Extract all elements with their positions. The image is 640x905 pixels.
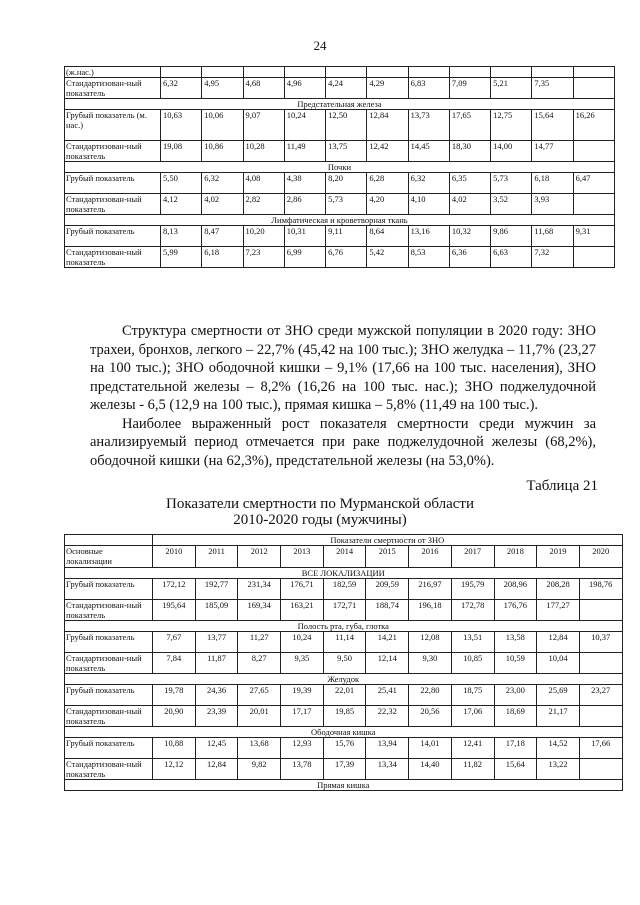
header-row-years [65, 546, 623, 568]
cell-value: 9,07 [243, 110, 284, 141]
section-title: Лимфатическая и кроветворная ткань [65, 215, 615, 226]
cell-value: 7,84 [153, 653, 196, 674]
cell-value: 23,27 [579, 685, 622, 706]
cell-value: 12,84 [367, 110, 408, 141]
section-title: Ободочная кишка [65, 727, 623, 738]
cell-value: 11,49 [284, 141, 325, 162]
cell-value: 13,94 [366, 738, 409, 759]
cell-value: 6,28 [367, 173, 408, 194]
cell-value: 6,47 [573, 173, 614, 194]
cell-value: 196,18 [409, 600, 452, 621]
column-header-year: 2020 [579, 546, 622, 568]
cell-value: 9,82 [238, 759, 281, 780]
cell-value: 7,67 [153, 632, 196, 653]
column-header-year: 2010 [153, 546, 196, 568]
cell-value: 4,68 [243, 78, 284, 99]
section-row [65, 621, 623, 632]
column-header-year: 2016 [409, 546, 452, 568]
cell-value [579, 600, 622, 621]
cell-value: 12,14 [366, 653, 409, 674]
cell-value: 22,32 [366, 706, 409, 727]
cell-value: 13,58 [494, 632, 537, 653]
row-label: (ж.нас.) [65, 67, 161, 78]
section-title: Предстательная железа [65, 99, 615, 110]
row-label: Грубый показатель [65, 173, 161, 194]
cell-value: 4,10 [408, 194, 449, 215]
column-header-year: 2015 [366, 546, 409, 568]
table-label: Таблица 21 [526, 478, 598, 494]
cell-value: 9,11 [326, 226, 367, 247]
cell-value [449, 67, 490, 78]
table-row [65, 632, 623, 653]
mortality-table-21 [64, 534, 623, 791]
cell-value: 25,41 [366, 685, 409, 706]
cell-value: 7,35 [532, 78, 573, 99]
table-row [65, 110, 615, 141]
cell-value: 21,17 [537, 706, 580, 727]
cell-value [284, 67, 325, 78]
body-text [90, 322, 596, 470]
table-row [65, 67, 615, 78]
cell-value: 10,20 [243, 226, 284, 247]
cell-value: 10,88 [153, 738, 196, 759]
table-row [65, 579, 623, 600]
cell-value: 3,52 [491, 194, 532, 215]
cell-value: 5,50 [161, 173, 202, 194]
table-row [65, 706, 623, 727]
cell-value: 22,80 [409, 685, 452, 706]
cell-value: 6,32 [202, 173, 243, 194]
cell-value: 17,18 [494, 738, 537, 759]
cell-value: 10,32 [449, 226, 490, 247]
section-title: Прямая кишка [65, 780, 623, 791]
table-row [65, 759, 623, 780]
section-row [65, 99, 615, 110]
column-header-year: 2013 [281, 546, 324, 568]
cell-value: 6,32 [408, 173, 449, 194]
table-row [65, 685, 623, 706]
cell-value: 216,97 [409, 579, 452, 600]
cell-value: 4,02 [202, 194, 243, 215]
cell-value: 13,75 [326, 141, 367, 162]
cell-value [573, 194, 614, 215]
cell-value: 169,34 [238, 600, 281, 621]
section-title: Желудок [65, 674, 623, 685]
section-row [65, 674, 623, 685]
cell-value: 13,51 [451, 632, 494, 653]
cell-value: 6,83 [408, 78, 449, 99]
cell-value: 8,20 [326, 173, 367, 194]
row-label: Стандартизован-ный показатель [65, 247, 161, 268]
cell-value: 10,63 [161, 110, 202, 141]
cell-value: 208,96 [494, 579, 537, 600]
cell-value: 6,18 [202, 247, 243, 268]
column-header-localization: Основные локализации [65, 546, 153, 568]
cell-value: 11,68 [532, 226, 573, 247]
cell-value: 9,30 [409, 653, 452, 674]
cell-value: 5,99 [161, 247, 202, 268]
cell-value: 6,76 [326, 247, 367, 268]
cell-value: 14,52 [537, 738, 580, 759]
table-row [65, 226, 615, 247]
header-group: Показатели смертности от ЗНО [153, 535, 623, 546]
cell-value: 8,64 [367, 226, 408, 247]
cell-value: 12,84 [537, 632, 580, 653]
cell-value: 15,76 [323, 738, 366, 759]
cell-value [579, 759, 622, 780]
cell-value [573, 141, 614, 162]
section-row [65, 727, 623, 738]
cell-value: 23,00 [494, 685, 537, 706]
cell-value: 15,64 [494, 759, 537, 780]
cell-value: 14,21 [366, 632, 409, 653]
cell-value: 172,71 [323, 600, 366, 621]
cell-value: 8,27 [238, 653, 281, 674]
cell-value: 195,79 [451, 579, 494, 600]
section-row [65, 215, 615, 226]
column-header-year: 2019 [537, 546, 580, 568]
cell-value: 4,95 [202, 78, 243, 99]
cell-value: 13,73 [408, 110, 449, 141]
cell-value: 177,27 [537, 600, 580, 621]
row-label: Стандартизован-ный показатель [65, 141, 161, 162]
cell-value: 20,90 [153, 706, 196, 727]
cell-value: 4,02 [449, 194, 490, 215]
cell-value: 12,50 [326, 110, 367, 141]
table-row [65, 738, 623, 759]
cell-value: 17,17 [281, 706, 324, 727]
cell-value: 4,24 [326, 78, 367, 99]
column-header-year: 2014 [323, 546, 366, 568]
cell-value: 22,01 [323, 685, 366, 706]
paragraph-structure: Структура смертности от ЗНО среди мужской популяции в 2020 году: ЗНО трахеи, бронхов, легкого – 22,7% (45,42 на 100 тыс.); ЗНО желудка – 11,7% (23,27 на 100 тыс.); ЗНО ободочной кишки – 9,1% (17,66 на 100 тыс. населения), ЗНО предстательной железы – 8,2% (16,26 на 100 тыс. нас.); ЗНО поджелудочной железы - 6,5 (12,9 на 100 тыс.), прямая кишка – 5,8% (11,49 на 100 тыс.). [90, 323, 596, 413]
cell-value: 7,09 [449, 78, 490, 99]
cell-value: 19,78 [153, 685, 196, 706]
cell-value: 7,32 [532, 247, 573, 268]
header-empty [65, 535, 153, 546]
cell-value: 172,78 [451, 600, 494, 621]
cell-value: 198,76 [579, 579, 622, 600]
cell-value [532, 67, 573, 78]
cell-value [202, 67, 243, 78]
cell-value: 11,14 [323, 632, 366, 653]
cell-value: 13,77 [195, 632, 238, 653]
cell-value: 3,93 [532, 194, 573, 215]
row-label: Грубый показатель [65, 632, 153, 653]
cell-value: 19,85 [323, 706, 366, 727]
cell-value: 6,32 [161, 78, 202, 99]
section-title: Почки [65, 162, 615, 173]
cell-value: 10,28 [243, 141, 284, 162]
cell-value: 2,86 [284, 194, 325, 215]
section-title: Полость рта, губа, глотка [65, 621, 623, 632]
cell-value: 11,27 [238, 632, 281, 653]
cell-value: 4,08 [243, 173, 284, 194]
cell-value: 4,20 [367, 194, 408, 215]
cell-value: 10,06 [202, 110, 243, 141]
cell-value: 163,21 [281, 600, 324, 621]
cell-value: 8,13 [161, 226, 202, 247]
column-header-year: 2011 [195, 546, 238, 568]
row-label: Стандартизован-ный показатель [65, 194, 161, 215]
cell-value: 20,56 [409, 706, 452, 727]
row-label: Грубый показатель [65, 738, 153, 759]
cell-value: 27,65 [238, 685, 281, 706]
cell-value: 14,45 [408, 141, 449, 162]
cell-value [367, 67, 408, 78]
cell-value: 5,73 [326, 194, 367, 215]
section-title: ВСЕ ЛОКАЛИЗАЦИИ [65, 568, 623, 579]
row-label: Грубый показатель [65, 685, 153, 706]
table-row [65, 653, 623, 674]
cell-value: 13,16 [408, 226, 449, 247]
cell-value: 14,01 [409, 738, 452, 759]
cell-value: 182,59 [323, 579, 366, 600]
cell-value: 15,64 [532, 110, 573, 141]
cell-value: 17,06 [451, 706, 494, 727]
column-header-year: 2012 [238, 546, 281, 568]
table-row [65, 600, 623, 621]
cell-value: 10,37 [579, 632, 622, 653]
cell-value: 5,42 [367, 247, 408, 268]
table-row [65, 141, 615, 162]
column-header-year: 2018 [494, 546, 537, 568]
cell-value: 7,23 [243, 247, 284, 268]
cell-value: 4,38 [284, 173, 325, 194]
cell-value: 9,35 [281, 653, 324, 674]
cell-value [491, 67, 532, 78]
row-label: Грубый показатель [65, 579, 153, 600]
cell-value: 12,42 [367, 141, 408, 162]
header-row-group [65, 535, 623, 546]
cell-value: 2,82 [243, 194, 284, 215]
cell-value: 12,12 [153, 759, 196, 780]
table-row [65, 247, 615, 268]
cell-value: 11,82 [451, 759, 494, 780]
cell-value: 13,34 [366, 759, 409, 780]
section-row [65, 780, 623, 791]
row-label: Стандартизован-ный показатель [65, 600, 153, 621]
cell-value: 17,65 [449, 110, 490, 141]
cell-value: 5,73 [491, 173, 532, 194]
cell-value: 14,77 [532, 141, 573, 162]
row-label: Стандартизован-ный показатель [65, 653, 153, 674]
cell-value: 12,41 [451, 738, 494, 759]
cell-value: 17,66 [579, 738, 622, 759]
cell-value: 25,69 [537, 685, 580, 706]
cell-value [326, 67, 367, 78]
cell-value: 12,75 [491, 110, 532, 141]
cell-value: 8,47 [202, 226, 243, 247]
cell-value [573, 67, 614, 78]
table-title [0, 496, 640, 528]
row-label: Стандартизован-ный показатель [65, 759, 153, 780]
cell-value [408, 67, 449, 78]
cell-value: 24,36 [195, 685, 238, 706]
cell-value: 6,18 [532, 173, 573, 194]
cell-value: 10,31 [284, 226, 325, 247]
row-label: Грубый показатель [65, 226, 161, 247]
cell-value: 19,39 [281, 685, 324, 706]
cell-value: 10,86 [202, 141, 243, 162]
cell-value: 6,99 [284, 247, 325, 268]
cell-value: 4,12 [161, 194, 202, 215]
cell-value: 6,35 [449, 173, 490, 194]
cell-value: 10,04 [537, 653, 580, 674]
cell-value: 14,40 [409, 759, 452, 780]
page-number: 24 [313, 38, 327, 53]
section-row [65, 568, 623, 579]
cell-value: 23,39 [195, 706, 238, 727]
table-row [65, 78, 615, 99]
cell-value: 16,26 [573, 110, 614, 141]
cell-value: 13,68 [238, 738, 281, 759]
section-row [65, 162, 615, 173]
cell-value: 8,53 [408, 247, 449, 268]
cell-value [573, 78, 614, 99]
cell-value: 12,08 [409, 632, 452, 653]
table-row [65, 173, 615, 194]
cell-value: 18,69 [494, 706, 537, 727]
paragraph-growth: Наиболее выраженный рост показателя смертности среди мужчин за анализируемый период отмечается при раке поджелудочной железы (68,2%), ободочной кишки (на 62,3%), предстательной железы (на 53,0%). [90, 415, 596, 469]
cell-value: 4,96 [284, 78, 325, 99]
cell-value: 231,34 [238, 579, 281, 600]
cell-value: 4,29 [367, 78, 408, 99]
row-label: Стандартизован-ный показатель [65, 706, 153, 727]
cell-value: 176,76 [494, 600, 537, 621]
cell-value: 9,50 [323, 653, 366, 674]
cell-value: 12,84 [195, 759, 238, 780]
row-label: Грубый показатель (м. нас.) [65, 110, 161, 141]
cell-value: 10,85 [451, 653, 494, 674]
cell-value: 5,21 [491, 78, 532, 99]
cell-value: 20,01 [238, 706, 281, 727]
cell-value: 17,39 [323, 759, 366, 780]
cell-value: 11,87 [195, 653, 238, 674]
cell-value: 18,30 [449, 141, 490, 162]
cell-value: 10,24 [284, 110, 325, 141]
table-title-line2: 2010-2020 годы (мужчины) [233, 512, 407, 528]
column-header-year: 2017 [451, 546, 494, 568]
cell-value [573, 247, 614, 268]
cell-value [243, 67, 284, 78]
cell-value: 195,64 [153, 600, 196, 621]
cell-value: 6,63 [491, 247, 532, 268]
cell-value: 9,86 [491, 226, 532, 247]
cell-value: 12,93 [281, 738, 324, 759]
mortality-table-continued [64, 66, 615, 268]
cell-value: 185,09 [195, 600, 238, 621]
cell-value: 6,36 [449, 247, 490, 268]
cell-value: 14,00 [491, 141, 532, 162]
cell-value [161, 67, 202, 78]
cell-value: 209,59 [366, 579, 409, 600]
cell-value: 10,24 [281, 632, 324, 653]
cell-value: 18,75 [451, 685, 494, 706]
table-title-line1: Показатели смертности по Мурманской области [166, 496, 474, 512]
cell-value: 13,22 [537, 759, 580, 780]
cell-value: 188,74 [366, 600, 409, 621]
cell-value: 172,12 [153, 579, 196, 600]
cell-value [579, 706, 622, 727]
cell-value [579, 653, 622, 674]
table-row [65, 194, 615, 215]
row-label: Стандартизован-ный показатель [65, 78, 161, 99]
cell-value: 12,45 [195, 738, 238, 759]
cell-value: 208,28 [537, 579, 580, 600]
cell-value: 19,08 [161, 141, 202, 162]
cell-value: 9,31 [573, 226, 614, 247]
cell-value: 192,77 [195, 579, 238, 600]
cell-value: 13,78 [281, 759, 324, 780]
cell-value: 10,59 [494, 653, 537, 674]
cell-value: 176,71 [281, 579, 324, 600]
